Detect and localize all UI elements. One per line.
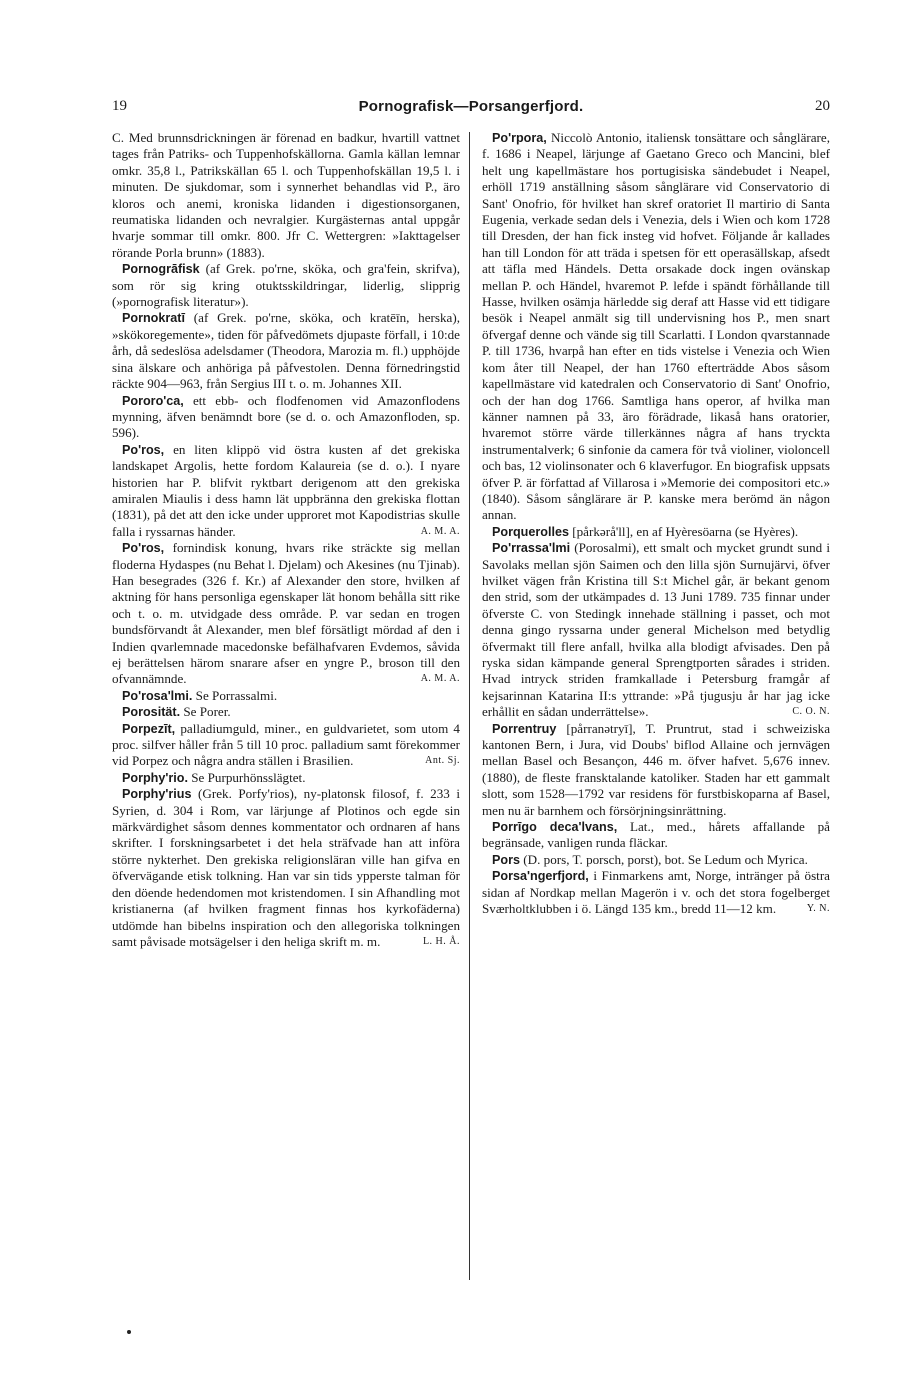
entry-text: (af Grek. po'rne, sköka, och gra'fein, skrifva), som rör sig kring otuktsskildringar, liderlig, slipprig (»pornografisk literatur»). xyxy=(112,261,460,310)
entry-text: [pårkərå'll], en af Hyèresöarna (se Hyères). xyxy=(572,523,799,539)
entry-text: Lat., med., hårets affallande på begränsade, vanligen runda fläckar. xyxy=(482,819,830,851)
entry xyxy=(482,721,830,819)
entry xyxy=(482,852,830,868)
entry-headword: Pornogrāfisk xyxy=(122,262,200,277)
entry-headword: Porrentruy xyxy=(492,721,557,736)
entry-text: (af Grek. po'rne, sköka, och kratēīn, herska), »skökoregemente», tiden för påfvedömets djupaste förfall, i 10:de årh, då sedeslösa adelsdamer (Theodora, Marozia m. fl.) upphöjde sina älskare och anhöriga på påfvestolen. Denna förnedringstid räckte 904—963, från Sergius III t. o. m. Johannes XII. xyxy=(112,310,460,392)
entry-headword: Porphy'rius xyxy=(122,787,192,802)
entry-text: i Finmarkens amt, Norge, intränger på östra sidan af Nordkap mellan Magerön i v. och det stora fogelberget Sværholtklubben i ö. Längd 135 km., bredd 11—12 km. xyxy=(482,868,830,917)
entry xyxy=(112,688,460,704)
author-signature: Ant. Sj. xyxy=(425,755,460,767)
entry xyxy=(112,770,460,786)
entry-headword: Porquerolles xyxy=(492,524,569,539)
entry xyxy=(112,442,460,540)
right-page-number: 20 xyxy=(815,98,830,114)
entry xyxy=(112,540,460,688)
entry-headword: Po'ros, xyxy=(122,442,165,457)
ink-speck xyxy=(127,1330,131,1334)
entry xyxy=(112,261,460,310)
entry-text: Se Purpurhönsslägtet. xyxy=(191,769,306,785)
author-signature: L. H. Å. xyxy=(422,935,460,947)
entry-text: palladiumguld, miner., en guldvarietet, som utom 4 proc. silfver håller från 5 till 10 proc. palladium samt förekommer vid Porpez och några andra ställen i Brasilien. xyxy=(112,720,460,769)
entry-text: Se Porer. xyxy=(183,704,231,720)
entry xyxy=(482,524,830,540)
entry xyxy=(112,130,460,261)
entry-headword: Porphy'rio. xyxy=(122,770,188,785)
entry-text: C. Med brunnsdrickningen är förenad en badkur, hvartill vattnet tages från Patriks- och Tuppenhofskällorna. Gamla källan lemnar omkr. 35,8 l., Patrikskällan 65 l. och Tuppenhofskällan 19,5 l. i minuten. De sjukdomar, som i synnerhet behandlas vid P., äro kloros och anemi, kroniska lidanden i digestionsorganen, reumatiska lidanden och nevralgier. Kurgästernas antal uppgår hvarje sommar till omkr. 800. Jfr C. Wettergren: »Iakttagelser rörande Porla brunn» (1883). xyxy=(112,130,460,260)
page-header xyxy=(112,98,830,118)
entry-text: (Porosalmi), ett smalt och mycket grundt sund i Savolaks mellan sjön Saimen och den lilla sjön Surnujärvi, öfver hvilket vägen från Kristina till S:t Michel går, är bekant genom den strid, som der utkämpades d. 13 Juni 1789. 735 finnar under öfverste C. von Stedingk innehade ställning i passet, och mot denna gingo ryssarna under general Michelson med betydlig öfvermakt till flere anfall, hvilka alla blodigt afvisades. Den på ryska sidan kämpande general Sprengtporten sårades i striden. Hvad intryck striden framkallade i Petersburg framgår af kejsarinnan Katarina II:s yttrande: »På tjugusju år har jag icke erhållit en sådan underrättelse». xyxy=(482,540,830,720)
entry-headword: Porpezīt, xyxy=(122,721,176,736)
entry xyxy=(482,868,830,917)
entry-headword: Po'ros, xyxy=(122,541,165,556)
right-column xyxy=(482,130,830,918)
entry-text: Niccolò Antonio, italiensk tonsättare och sånglärare, f. 1686 i Neapel, lärjunge af Gaetano Greco och Mancini, blef helt ung kapellmästare hos portugisiska sändebudet i Neapel, erhöll 1719 anställning såsom sånglärare vid Conservatorio di Sant' Onofrio, för hvilket han skref oratoriet Il martirio di Santa Eugenia, verkade sedan dels i Venezia, dels i Wien och kom 1728 till Dresden, der han fick insteg vid hofvet. Följande år kallades han till London för att träda i spetsen för ett operasällskap, afsedt att täfla med Händels. Detta orsakade dock ingen ovänskap mellan P. och Händel, hvaremot P. lefde i spändt förhållande till Hasse, hvilken osämja härledde sig deraf att Hasse vid ett tidigare besök i Neapel anmält sig till undervisning hos P., men snart öfvergaf denne och vände sig till Scarlatti. I London qvarstannade P. till 1736, hvarpå han efter en tids vistelse i Venezia och Wien kom åter till Neapel, der han 1760 efterträdde Abos såsom kapellmästare vid katedralen och Conservatorio di Sant' Onofrio, och der han dog 1766. Samtliga hans operor, af hvilka man känner namnen på 33, äro förädrade, likaså hans oratorier, hvaremot större värde tillerkännes några af hans tryckta instrumentalverk; 6 sinfonie da camera för två violiner, violoncell och bas, 12 violinsonater och 6 klaverfugor. En biografisk uppsats öfver P. är författad af Villarosa i »Memorie dei compositori etc.» (1840). Såsom sånglärare är P. kanske mera berömd än någon annan. xyxy=(482,130,830,523)
entry xyxy=(112,704,460,720)
left-column xyxy=(112,130,460,950)
entry xyxy=(112,786,460,950)
entry-headword: Pororo'ca, xyxy=(122,393,184,408)
left-page-number: 19 xyxy=(112,98,127,114)
entry-text: [pårranətryī], T. Pruntrut, stad i schweiziska kantonen Bern, i Jura, vid Doubs' biflod Allaine och jernvägen mellan Basel och Besançon, 446 m. öfver hafvet. 5,676 innev. (1880), de fleste fransktalande katoliker. Staden har ett gammalt slott, som 1528—1792 var residens för furstbiskoparna af Basel, men nu är barnhem och försörjningsinrättning. xyxy=(482,720,830,818)
entry xyxy=(482,130,830,524)
entry-text: (Grek. Porfy'rios), ny-platonsk filosof, f. 233 i Syrien, d. 304 i Rom, var lärjunge af Plotinos och egde sin märkvärdighet såsom dennes kommentator och ordnaren af hans skrifter. I forskningsarbetet i det hela sträfvade han att införa större nykterhet. Den grekiska religionsläran ville han gifva en öfvervägande etisk tolkning. Han var sin tids ypperste talman för den döende hedendomen mot kristendomen. I sin Afhandling mot kristianerna (af hvilken fragment finnas hos kyrkofäderna) utdömde han bibelns inspiration och den allegoriska tolkningen samt påvisade motsägelser i den heliga skrift m. m. xyxy=(112,786,460,949)
entry-headword: Po'rpora, xyxy=(492,131,547,145)
entry xyxy=(112,721,460,770)
author-signature: A. M. A. xyxy=(420,525,460,537)
entry-text: fornindisk konung, hvars rike sträckte sig mellan floderna Hydaspes (nu Behat l. Djelam) och Akesines (nu Tjinab). Han besegrades (326 f. Kr.) af Alexander den store, hvilken af aktning för hans personliga egenskaper lät honom behålla sitt rike och t. o. m. utvidgade dess område. P. var sedan en trogen bundsförvandt åt Alexander, men blef försätligt mördad af den i Indien qvarlemnade macedonske befälhafvaren Evdemos, såvida ej berättelsen härom snarare afser en yngre P., broson till den ofvannämnde. xyxy=(112,540,460,687)
entry-headword: Porosität. xyxy=(122,705,181,720)
entry-headword: Porsa'ngerfjord, xyxy=(492,869,589,884)
entry-headword: Po'rosa'lmi. xyxy=(122,688,193,703)
entry-text: Se Porrassalmi. xyxy=(195,687,278,703)
entry xyxy=(482,819,830,852)
entry xyxy=(112,310,460,392)
entry-text: (D. pors, T. porsch, porst), bot. Se Ledum och Myrica. xyxy=(523,851,808,867)
author-signature: A. M. A. xyxy=(420,673,460,685)
column-divider xyxy=(469,132,470,1280)
entry-headword: Po'rrassa'lmi xyxy=(492,541,571,556)
entry xyxy=(482,540,830,720)
entry-text: ett ebb- och flodfenomen vid Amazonflodens mynning, äfven benämndt bore (se d. o. och Amazonfloden, sp. 596). xyxy=(112,392,460,441)
entry-headword: Pors xyxy=(492,852,520,867)
entry-headword: Porrīgo deca'lvans, xyxy=(492,820,618,835)
entry-headword: Pornokratī xyxy=(122,311,185,326)
entry-text: en liten klippö vid östra kusten af det grekiska landskapet Argolis, hette fordom Kalaureia (se d. o.). I nyare historien har P. blifvit ryktbart derigenom att den grekiska amiralen Miaulis i dess hamn lät uppbränna den grekiska flottan (1831), på det att den icke under upproret mot Kapodistrias skulle falla i ryssarnas händer. xyxy=(112,441,460,539)
running-title: Pornografisk—Porsangerfjord. xyxy=(358,98,584,115)
author-signature: C. O. N. xyxy=(792,706,830,718)
entry xyxy=(112,393,460,442)
author-signature: Y. N. xyxy=(806,903,830,915)
